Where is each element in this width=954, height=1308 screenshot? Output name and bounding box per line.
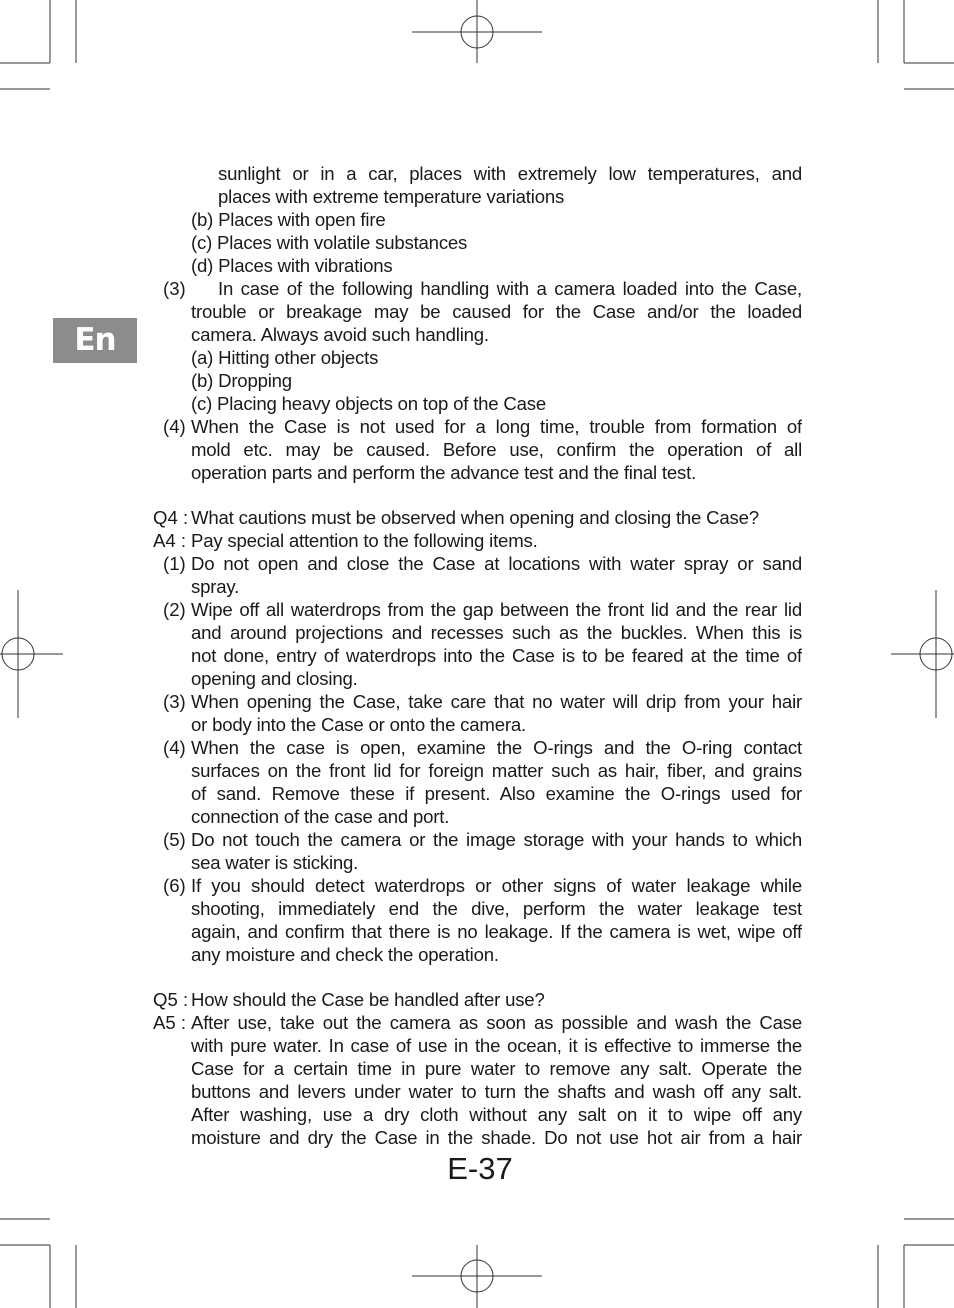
text-line: mold etc. may be caused. Before use, confirm the operation of all	[191, 439, 802, 460]
question-label: Q5 :	[153, 989, 189, 1010]
text-line: operation parts and perform the advance test and the final test.	[191, 462, 697, 483]
item-number: (3)	[163, 691, 186, 712]
text-line: trouble or breakage may be caused for the Case and/or the loaded	[191, 301, 802, 322]
text-line: places with extreme temperature variations	[218, 186, 565, 207]
answer-text: Pay special attention to the following items.	[191, 530, 538, 551]
text-line: Wipe off all waterdrops from the gap between the front lid and the rear lid	[191, 599, 802, 620]
text-line: not done, entry of waterdrops into the Case is to be feared at the time of	[191, 645, 802, 666]
text-line: connection of the case and port.	[191, 806, 450, 827]
item-number: (4)	[163, 737, 186, 758]
answer-label: A4 :	[153, 530, 187, 551]
text-line: (c) Placing heavy objects on top of the Case	[191, 393, 547, 414]
text-line: or body into the Case or onto the camera.	[191, 714, 526, 735]
text-line: In case of the following handling with a camera loaded into the Case,	[218, 278, 802, 299]
item-number: (3)	[163, 278, 186, 299]
text-line: spray.	[191, 576, 240, 597]
answer-label: A5 :	[153, 1012, 187, 1033]
item-number: (2)	[163, 599, 186, 620]
text-line: (d) Places with vibrations	[191, 255, 393, 276]
text-line: (b) Dropping	[191, 370, 292, 391]
question-label: Q4 :	[153, 507, 189, 528]
item-number: (1)	[163, 553, 186, 574]
answer-text: After use, take out the camera as soon as possible and wash the Case	[191, 1012, 802, 1033]
text-line: shooting, immediately end the dive, perform the water leakage test	[191, 898, 802, 919]
answer-text: Case for a certain time in pure water to remove any salt. Operate the	[191, 1058, 802, 1079]
text-line: any moisture and check the operation.	[191, 944, 499, 965]
question-text: What cautions must be observed when opening and closing the Case?	[191, 507, 759, 528]
text-line: of sand. Remove these if present. Also examine the O-rings used for	[191, 783, 802, 804]
text-line: sunlight or in a car, places with extremely low temperatures, and	[218, 163, 802, 184]
text-line: (b) Places with open fire	[191, 209, 386, 230]
item-number: (5)	[163, 829, 186, 850]
text-line: (c) Places with volatile substances	[191, 232, 468, 253]
text-line: sea water is sticking.	[191, 852, 359, 873]
text-line: and around projections and recesses such as the buckles. When this is	[191, 622, 802, 643]
question-text: How should the Case be handled after use?	[191, 989, 545, 1010]
text-line: surfaces on the front lid for foreign matter such as hair, fiber, and grains	[191, 760, 802, 781]
language-tab: En	[53, 318, 137, 363]
text-line: When opening the Case, take care that no water will drip from your hair	[191, 691, 802, 712]
text-line: When the Case is not used for a long time, trouble from formation of	[191, 416, 802, 437]
text-line: camera. Always avoid such handling.	[191, 324, 489, 345]
text-line: again, and confirm that there is no leakage. If the camera is wet, wipe off	[191, 921, 802, 942]
item-number: (6)	[163, 875, 186, 896]
text-line: Do not open and close the Case at locations with water spray or sand	[191, 553, 802, 574]
page-number: E-37	[447, 1151, 513, 1186]
text-line: When the case is open, examine the O-rings and the O-ring contact	[191, 737, 802, 758]
text-line: Do not touch the camera or the image storage with your hands to which	[191, 829, 802, 850]
text-line: opening and closing.	[191, 668, 358, 689]
answer-text: with pure water. In case of use in the ocean, it is effective to immerse the	[191, 1035, 802, 1056]
answer-text: moisture and dry the Case in the shade. Do not use hot air from a hair	[191, 1127, 802, 1148]
item-number: (4)	[163, 416, 186, 437]
text-line: If you should detect waterdrops or other signs of water leakage while	[191, 875, 802, 896]
answer-text: buttons and levers under water to turn the shafts and wash off any salt.	[191, 1081, 802, 1102]
answer-text: After washing, use a dry cloth without any salt on it to wipe off any	[191, 1104, 802, 1125]
text-line: (a) Hitting other objects	[191, 347, 379, 368]
